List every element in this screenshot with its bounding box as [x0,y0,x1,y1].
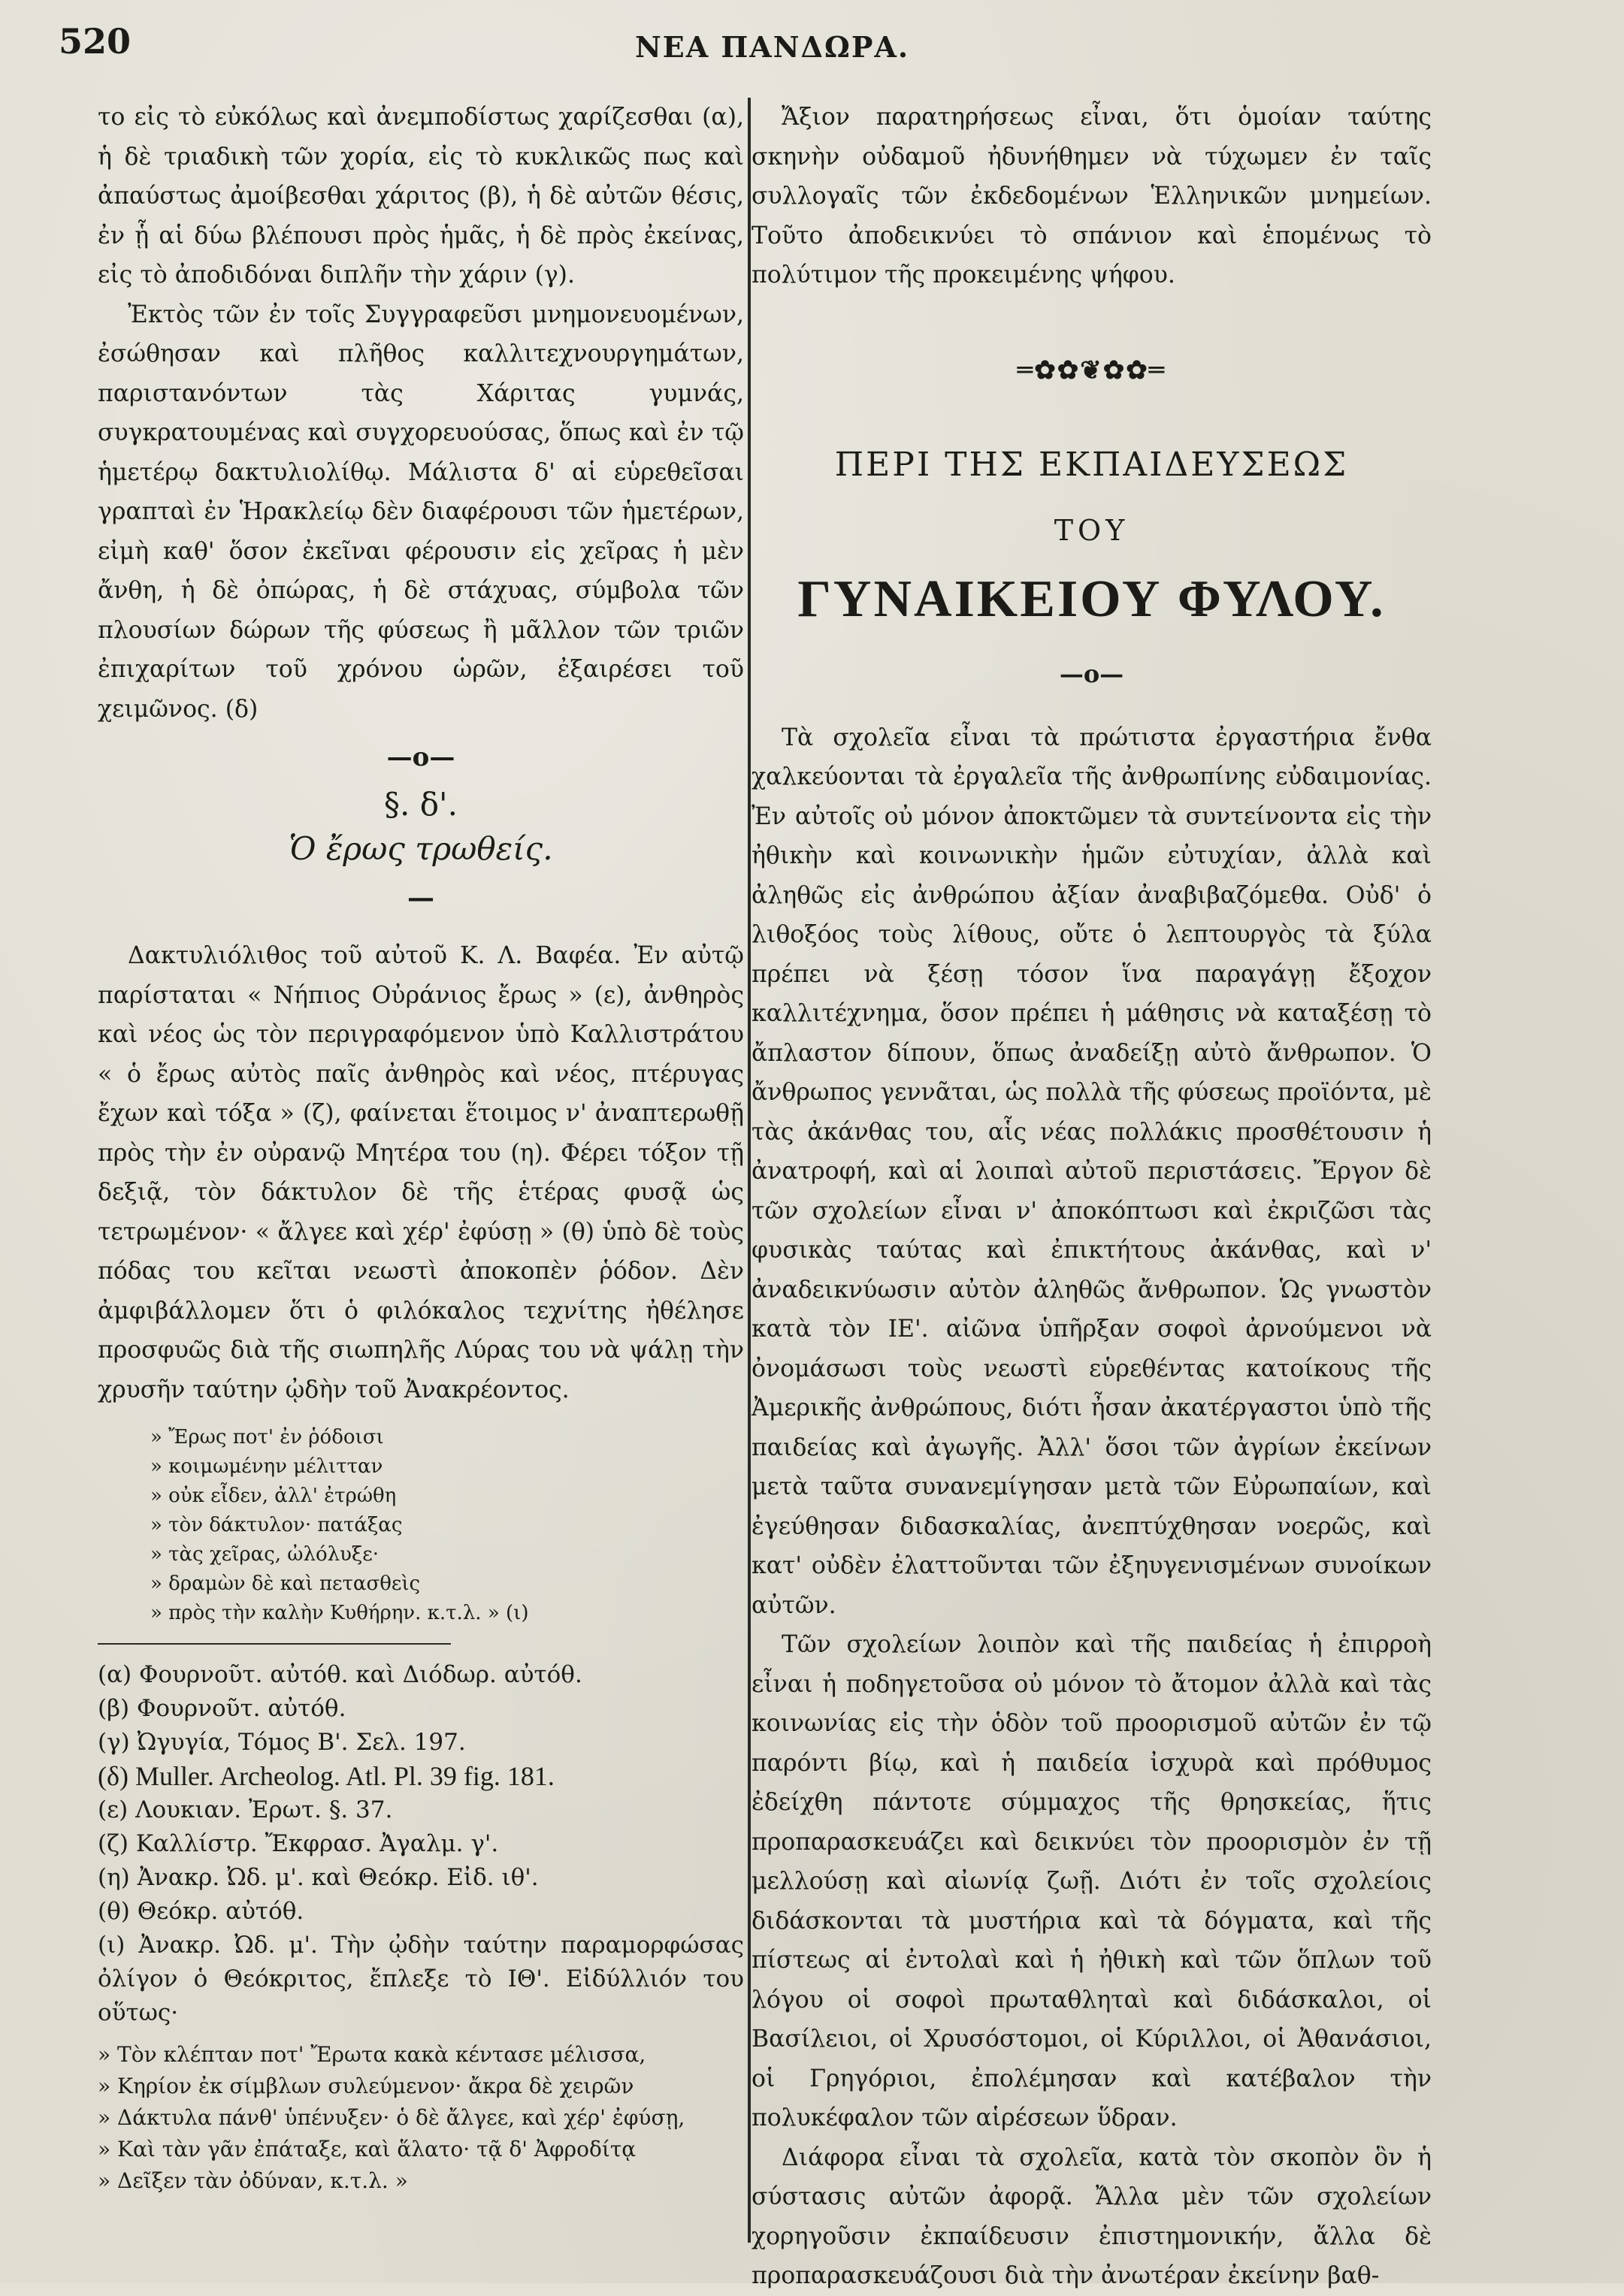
verse-line: » Δάκτυλα πάνθ' ὑπένυξεν· ὁ δὲ ἄλγεε, καὶ χέρ' ἐφύσῃ, [98,2102,744,2134]
paragraph-gem-rarity: Ἄξιον παρατηρήσεως εἶναι, ὅτι ὁμοίαν ταύτης σκηνὴν οὐδαμοῦ ἠδυνήθημεν νὰ τύχωμεν ἐν ταῖς συλλογαῖς τῶν ἐκδεδομένων Ἑλληνικῶν μνημείων. Τοῦτο ἀποδεικνύει τὸ σπάνιον καὶ ἑπομένως τὸ πολύτιμον τῆς προκειμένης ψήφου. [752,104,1432,289]
verse-line: » Κηρίον ἐκ σίμβλων συλεύμενον· ἄκρα δὲ χειρῶν [98,2071,744,2102]
paragraph-schools-influence: Τῶν σχολείων λοιπὸν καὶ τῆς παιδείας ἡ ἐπιρροὴ εἶναι ἡ ποδηγετοῦσα οὐ μόνον τὸ ἄτομον ἀλλὰ καὶ τὰς κοινωνίας εἰς τὴν ὁδὸν τοῦ προορισμοῦ αὐτῶν ἐν τῷ παρόντι βίῳ, καὶ ἡ παιδεία ἰσχυρὰ καὶ πρόθυμος ἐδείχθη πάντοτε σύμμαχος τῆς θρησκείας, ἥτις προπαρασκευάζει καὶ δεικνύει τὸν προορισμὸν ἐν τῇ μελλούσῃ καὶ αἰωνίᾳ ζωῇ. Διότι ἐν τοῖς σχολείοις διδάσκονται τὰ μυστήρια καὶ τὰ δόγματα, καὶ τῆς πίστεως αἱ ἐντολαὶ καὶ ἡ ἠθικὴ καὶ τῶν ὅπλων τοῦ λόγου οἱ σοφοὶ πρωταθληταὶ καὶ διδάσκαλοι, οἱ Βασίλειοι, οἱ Χρυσόστομοι, οἱ Κύριλλοι, οἱ Ἀθανάσιοι, οἱ Γρηγόριοι, ἐπολέμησαν καὶ κατέβαλον τὴν πολυκέφαλον τῶν αἱρέσεων ὕδραν. [752,1631,1432,2131]
footnote: (β) Φουρνοῦτ. αὐτόθ. [98,1695,346,1722]
article-title-line2: ΤΟΥ [1054,513,1130,547]
footnote: (ζ) Καλλίστρ. Ἔκφρασ. Ἀγαλμ. γ'. [98,1830,499,1857]
verse-line: » Καὶ τὰν γᾶν ἐπάταξε, καὶ ἅλατο· τᾷ δ' Ἀφροδίτᾳ [98,2134,744,2165]
paragraph-eros-gem: Δακτυλιόλιθος τοῦ αὐτοῦ Κ. Λ. Βαφέα. Ἐν αὐτῷ παρίσταται « Νήπιος Οὐράνιος ἔρως » (ε), ἀνθηρὸς καὶ νέος ὡς τὸν περιγραφόμενον ὑπὸ Καλλιστράτου « ὁ ἔρως αὐτὸς παῖς ἀνθηρὸς καὶ νέος, πτέρυγας ἔχων καὶ τόξα » (ζ), φαίνεται ἕτοιμος ν' ἀναπτερωθῇ πρὸς τὴν ἐν οὐρανῷ Μητέρα του (η). Φέρει τόξον τῇ δεξιᾷ, τὸν δάκτυλον δὲ τῆς ἑτέρας φυσᾷ ὡς τετρωμένον· « ἄλγεε καὶ χέρ' ἐφύσῃ » (θ) ὑπὸ δὲ τοὺς πόδας του κεῖται νεωστὶ ἀποκοπὲν ῥόδον. Δὲν ἀμφιβάλλομεν ὅτι ὁ φιλόκαλος τεχνίτης ἠθέλησε προσφυῶς διὰ τῆς σιωπηλῆς Λύρας του νὰ ψάλῃ τὴν χρυσῆν ταύτην ᾠδὴν τοῦ Ἀνακρέοντος. [98,942,744,1403]
footnotes [98,1658,744,2030]
footnote-rule [98,1643,451,1645]
verse-line: » τὰς χεῖρας, ὠλόλυξε· [150,1540,744,1569]
footnote: (γ) Ὠγυγία, Τόμος Β'. Σελ. 197. [98,1729,466,1756]
section-subheading: Ὁ ἔρως τρωθείς. [289,830,553,867]
paragraph-schools-types: Διάφορα εἶναι τὰ σχολεῖα, κατὰ τὸν σκοπὸν ὃν ἡ σύστασις αὐτῶν ἀφορᾷ. Ἄλλα μὲν τῶν σχολείων χορηγοῦσιν ἐκπαίδευσιν ἐπιστημονικήν, ἄλλα δὲ προπαρασκευάζουσι διὰ τὴν ἀνωτέραν ἐκείνην βαθ- [752,2143,1432,2289]
paragraph-charites-art: Ἐκτὸς τῶν ἐν τοῖς Συγγραφεῦσι μνημονευομένων, ἐσώθησαν καὶ πλῆθος καλλιτεχνουργημάτων, παριστανόντων τὰς Χάριτας γυμνάς, συγκρατουμένας καὶ συγχορευούσας, ὅπως καὶ ἐν τῷ ἡμετέρῳ δακτυλιολίθῳ. Μάλιστα δ' αἱ εὑρεθεῖσαι γραπταὶ ἐν Ἡρακλείῳ δὲν διαφέρουσι τῶν ἡμετέρων, εἰμὴ καθ' ὅσον ἐκεῖναι φέρουσιν εἰς χεῖρας ἡ μὲν ἄνθη, ἡ δὲ ὀπώρας, ἡ δὲ στάχυας, σύμβολα τῶν πλουσίων δώρων τῆς φύσεως ἢ μᾶλλον τῶν τριῶν ἐπιχαρίτων τοῦ χρόνου ὡρῶν, ἐξαιρέσει τοῦ χειμῶνος. (δ) [98,301,744,723]
section-dash: — [407,882,434,914]
anacreon-verse [150,1423,744,1628]
page-number: 520 [59,21,132,62]
journal-title: ΝΕΑ ΠΑΝΔΩΡΑ. [635,30,910,64]
left-column [98,98,744,2197]
right-column [752,98,1432,2296]
section-mark: §. δ'. [384,786,458,823]
verse-line: » Τὸν κλέπταν ποτ' Ἔρωτα κακὰ κέντασε μέλισσα, [98,2039,744,2071]
verse-line: » πρὸς τὴν καλὴν Κυθήρην. κ.τ.λ. » (ι) [150,1599,744,1628]
footnote: (η) Ἀνακρ. Ὠδ. μ'. καὶ Θεόκρ. Εἰδ. ιθ'. [98,1864,539,1891]
footnote: (δ) Muller. Archeolog. Atl. Pl. 39 fig. 181. [98,1761,555,1791]
article-title-line3: ΓΥΝΑΙΚΕΙΟΥ ΦΥΛΟΥ. [797,569,1386,628]
footnote: (ι) Ἀνακρ. Ὠδ. μ'. Τὴν ᾠδὴν ταύτην παραμορφώσας ὀλίγον ὁ Θεόκριτος, ἔπλεξε τὸ ΙΘ'. Εἰδύλλιόν του οὕτως· [98,1932,744,2026]
article-title-line1: ΠΕΡΙ ΤΗΣ ΕΚΠΑΙΔΕΥΣΕΩΣ [834,445,1349,484]
footnote: (α) Φουρνοῦτ. αὐτόθ. καὶ Διόδωρ. αὐτόθ. [98,1661,582,1688]
paragraph-schools-intro: Τὰ σχολεῖα εἶναι τὰ πρώτιστα ἐργαστήρια ἔνθα χαλκεύονται τὰ ἐργαλεῖα τῆς ἀνθρωπίνης εὐδαιμονίας. Ἐν αὐτοῖς οὐ μόνον ἀποκτῶμεν τὰ συντείνοντα εἰς τὴν ἠθικὴν καὶ κοινωνικὴν ἡμῶν εὐτυχίαν, ἀλλὰ καὶ ἀληθῶς εἰς ἀνθρώπου ἀξίαν ἀναβιβαζόμεθα. Οὐδ' ὁ λιθοξόος τοὺς λίθους, οὔτε ὁ λεπτουργὸς τὰ ξύλα πρέπει νὰ ξέσῃ τόσον ἵνα παραγάγῃ ἔξοχον καλλιτέχνημα, ὅσον πρέπει ἡ μάθησις νὰ καταξέσῃ τὸ ἄπλαστον δίπουν, ὅπως ἀναδείξῃ αὐτὸ ἄνθρωπον. Ὁ ἄνθρωπος γεννᾶται, ὡς πολλὰ τῆς φύσεως προϊόντα, μὲ τὰς ἀκάνθας του, αἷς νέας πολλάκις προσθέτουσιν ἡ ἀνατροφή, καὶ αἱ λοιπαὶ αὐτοῦ περιστάσεις. Ἔργον δὲ τῶν σχολείων εἶναι ν' ἀποκόπτωσι καὶ ἐκριζῶσι τὰς φυσικὰς ταύτας καὶ ἐπικτήτους ἀκάνθας, καὶ ν' ἀναδεικνύωσιν αὐτὸν ἀληθῶς ἄνθρωπον. Ὡς γνωστὸν κατὰ τὸν ΙΕ'. αἰῶνα ὑπῆρξαν σοφοὶ ἀρνούμενοι νὰ ὀνομάσωσι τοὺς νεωστὶ εὑρεθέντας κατοίκους τῆς Ἀμερικῆς ἀνθρώπους, διότι ἦσαν ἀκατέργαστοι ὑπὸ τῆς παιδείας καὶ ἀγωγῆς. Ἀλλ' ὅσοι τῶν ἀγρίων ἐκείνων μετὰ ταῦτα συνανεμίγησαν μετὰ τῶν Εὐρωπαίων, καὶ ἐγεύθησαν διδασκαλίας, ἀνεπτύχθησαν νοερῶς, καὶ κατ' οὐδὲν ἐλαττοῦνται τῶν ἐξηυγενισμένων συνοίκων αὐτῶν. [752,724,1432,1619]
separator-rule: —o— [1059,659,1124,688]
theocritus-verse [98,2039,744,2197]
footnote: (ε) Λουκιαν. Ἐρωτ. §. 37. [98,1796,393,1823]
verse-line: » οὐκ εἶδεν, ἀλλ' ἐτρώθη [150,1482,744,1511]
separator-rule: —o— [386,742,455,772]
verse-line: » κοιμωμένην μέλιτταν [150,1452,744,1482]
verse-line: » Δεῖξεν τὰν ὀδύναν, κ.τ.λ. » [98,2165,744,2197]
verse-line: » Ἔρως ποτ' ἐν ῥόδοισι [150,1423,744,1452]
ornament-divider: ═✿✿❦✿✿═ [1017,355,1166,385]
verse-line: » δραμὼν δὲ καὶ πετασθεὶς [150,1569,744,1599]
column-divider [748,98,751,2243]
footnote: (θ) Θεόκρ. αὐτόθ. [98,1898,304,1925]
paragraph-charites-end: το εἰς τὸ εὐκόλως καὶ ἀνεμποδίστως χαρίζεσθαι (α), ἡ δὲ τριαδικὴ τῶν χορία, εἰς τὸ κυκλικῶς πως καὶ ἀπαύστως ἀμοίβεσθαι χάριτος (β), ἡ δὲ αὐτῶν θέσις, ἐν ᾗ αἱ δύω βλέπουσι πρὸς ἡμᾶς, ἡ δὲ πρὸς ἐκείνας, εἰς τὸ ἀποδιδόναι διπλῆν τὴν χάριν (γ). [98,104,744,289]
verse-line: » τὸν δάκτυλον· πατάξας [150,1511,744,1540]
